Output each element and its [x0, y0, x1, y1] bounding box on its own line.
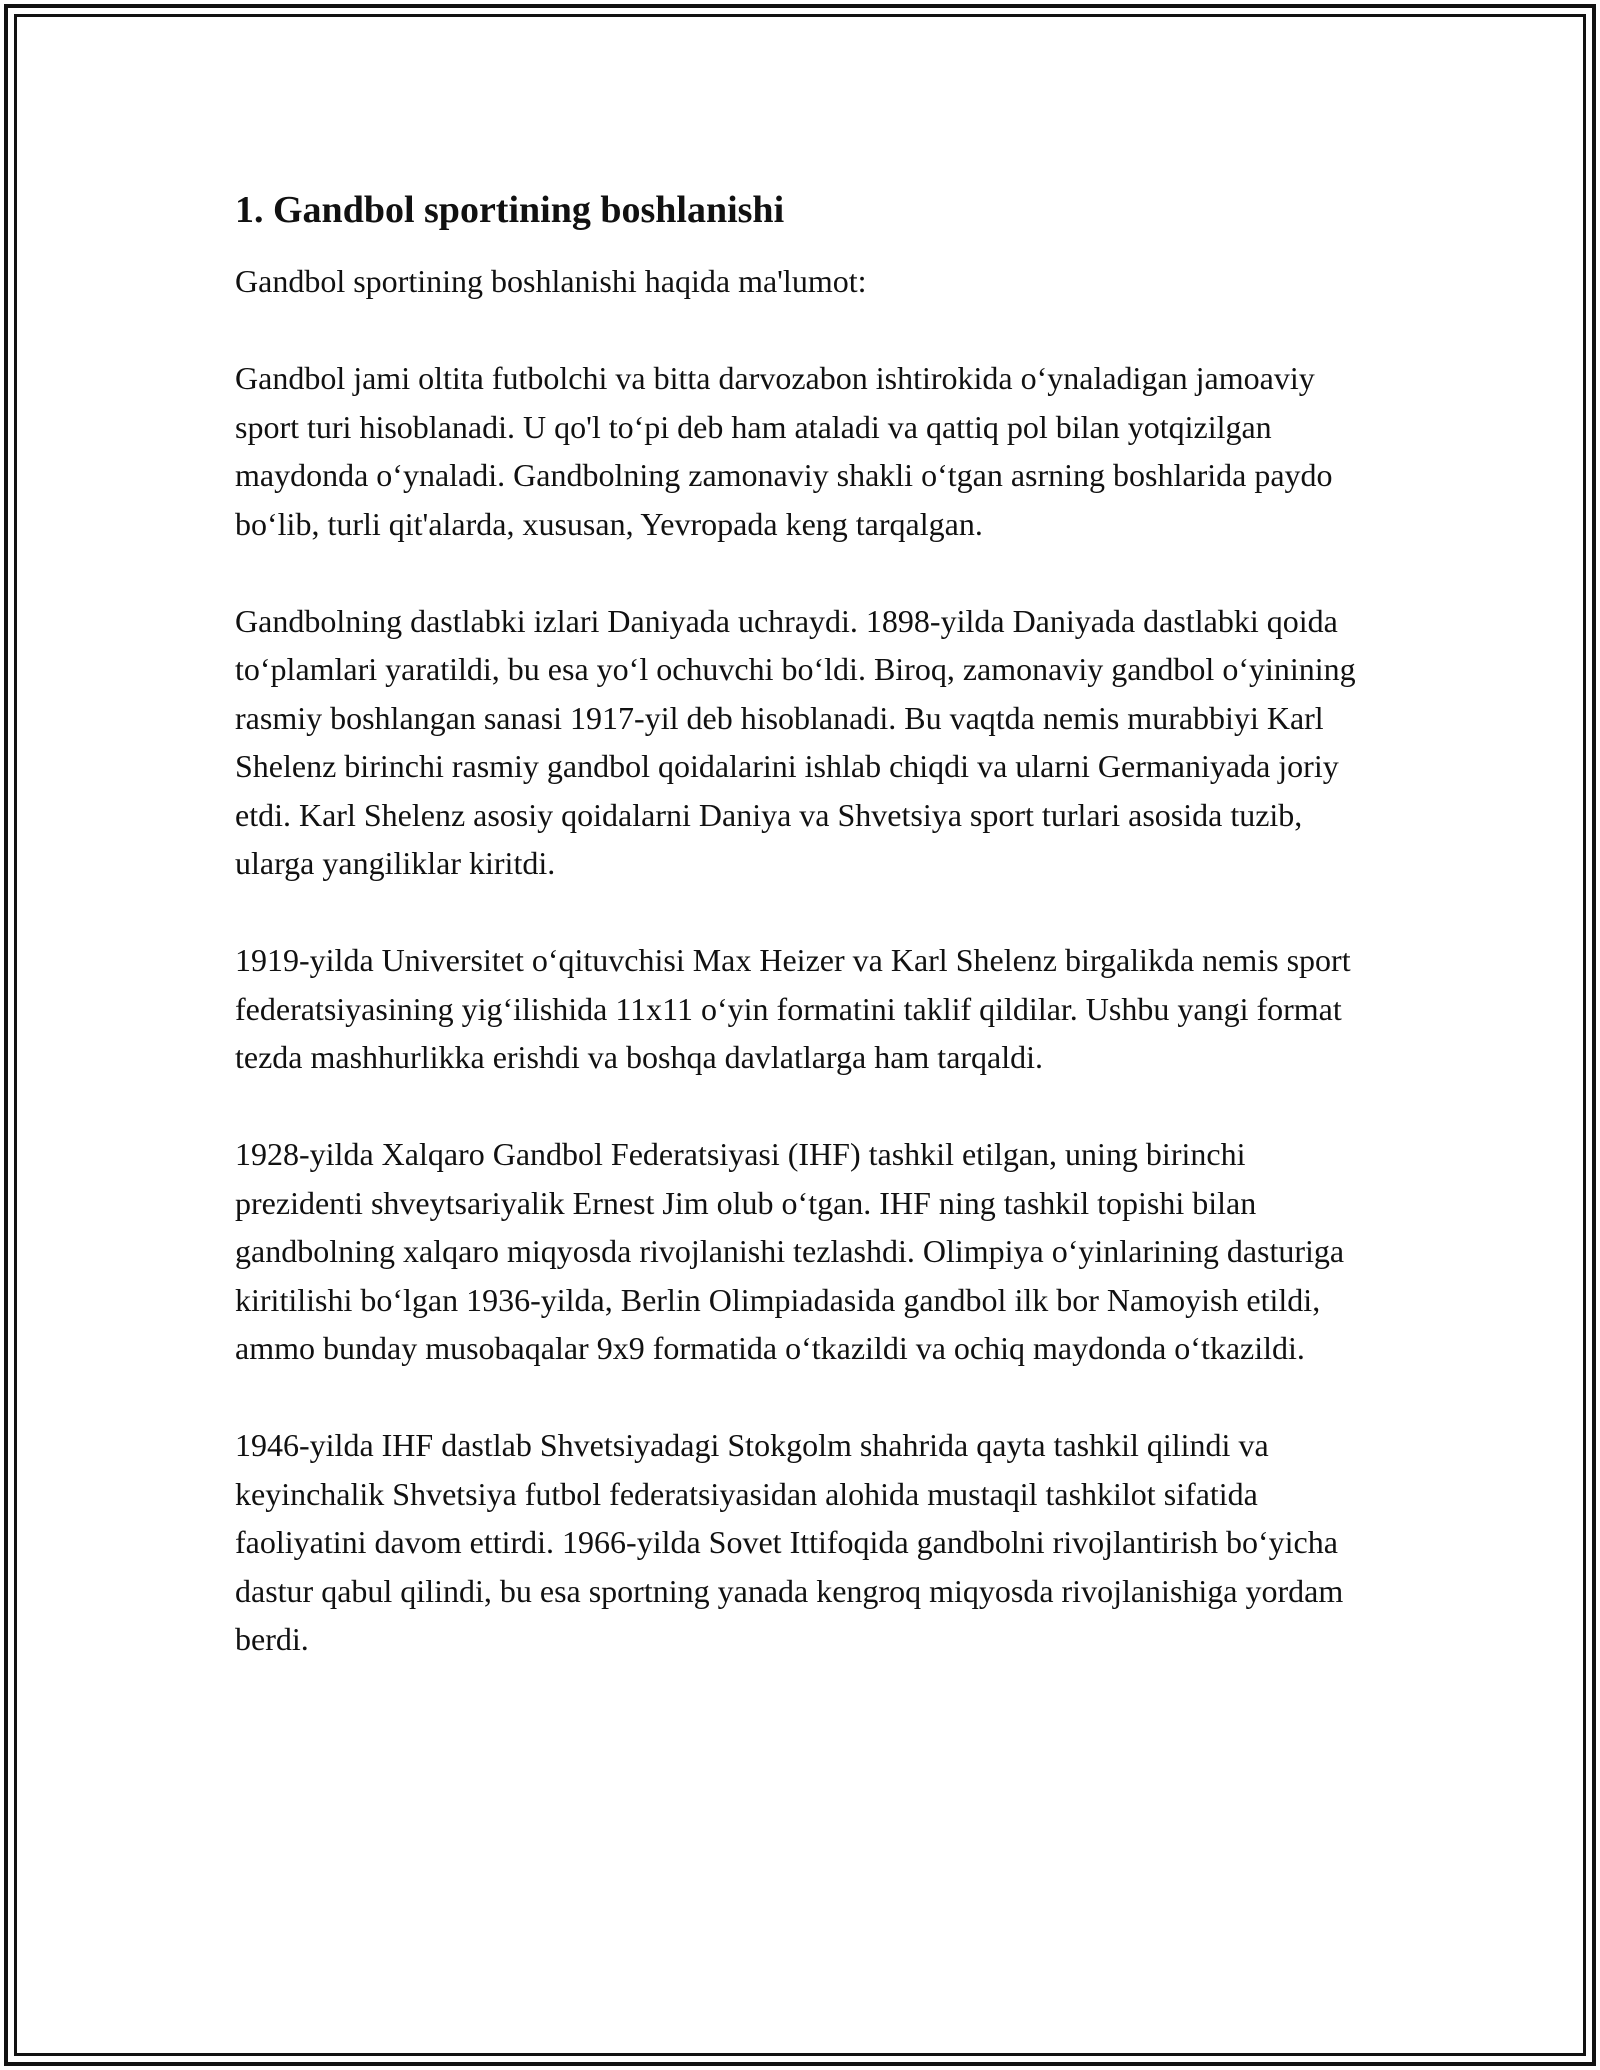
intro-paragraph: Gandbol sportining boshlanishi haqida ma'lumot: [235, 263, 867, 299]
paragraph-1946: 1946-yilda IHF dastlab Shvetsiyadagi Stokgolm shahrida qayta tashkil qilindi va keyinchalik Shvetsiya futbol federatsiyasidan alohida mustaqil tashkilot sifatida faoliyatini davom ettirdi. 1966-yilda Sovet Ittifoqida gandbolni rivojlantirish bo‘yicha dastur qabul qilindi, bu esa sportning yanada kengroq miqyosda rivojlanishiga yordam berdi. [235, 1427, 1344, 1657]
paragraph-1928: 1928-yilda Xalqaro Gandbol Federatsiyasi (IHF) tashkil etilgan, uning birinchi prezidenti shveytsariyalik Ernest Jim olub o‘tgan. IHF ning tashkil topishi bilan gandbolning xalqaro miqyosda rivojlanishi tezlashdi. Olimpiya o‘yinlarining dasturiga kiritilishi bo‘lgan 1936-yilda, Berlin Olimpiadasida gandbol ilk bor Namoyish etildi, ammo bunday musobaqalar 9x9 formatida o‘tkazildi va ochiq maydonda o‘tkazildi. [235, 1136, 1345, 1366]
paragraph-overview: Gandbol jami oltita futbolchi va bitta darvozabon ishtirokida o‘ynaladigan jamoaviy sport turi hisoblanadi. U qo'l to‘pi deb ham ataladi va qattiq pol bilan yotqizilgan maydonda o‘ynaladi. Gandbolning zamonaviy shakli o‘tgan asrning boshlarida paydo bo‘lib, turli qit'alarda, xususan, Yevropada keng tarqalgan. [235, 360, 1333, 542]
paragraph-1919: 1919-yilda Universitet o‘qituvchisi Max Heizer va Karl Shelenz birgalikda nemis sport federatsiyasining yig‘ilishida 11x11 o‘yin formatini taklif qildilar. Ushbu yangi format tezda mashhurlikka erishdi va boshqa davlatlarga ham tarqaldi. [235, 942, 1351, 1075]
document-body [235, 185, 1365, 1712]
paragraph-origins: Gandbolning dastlabki izlari Daniyada uchraydi. 1898-yilda Daniyada dastlabki qoida to‘plamlari yaratildi, bu esa yo‘l ochuvchi bo‘ldi. Biroq, zamonaviy gandbol o‘yinining rasmiy boshlangan sanasi 1917-yil deb hisoblanadi. Bu vaqtda nemis murabbiyi Karl Shelenz birinchi rasmiy gandbol qoidalarini ishlab chiqdi va ularni Germaniyada joriy etdi. Karl Shelenz asosiy qoidalarni Daniya va Shvetsiya sport turlari asosida tuzib, ularga yangiliklar kiritdi. [235, 602, 1356, 881]
section-title: 1. Gandbol sportining boshlanishi [235, 189, 785, 231]
